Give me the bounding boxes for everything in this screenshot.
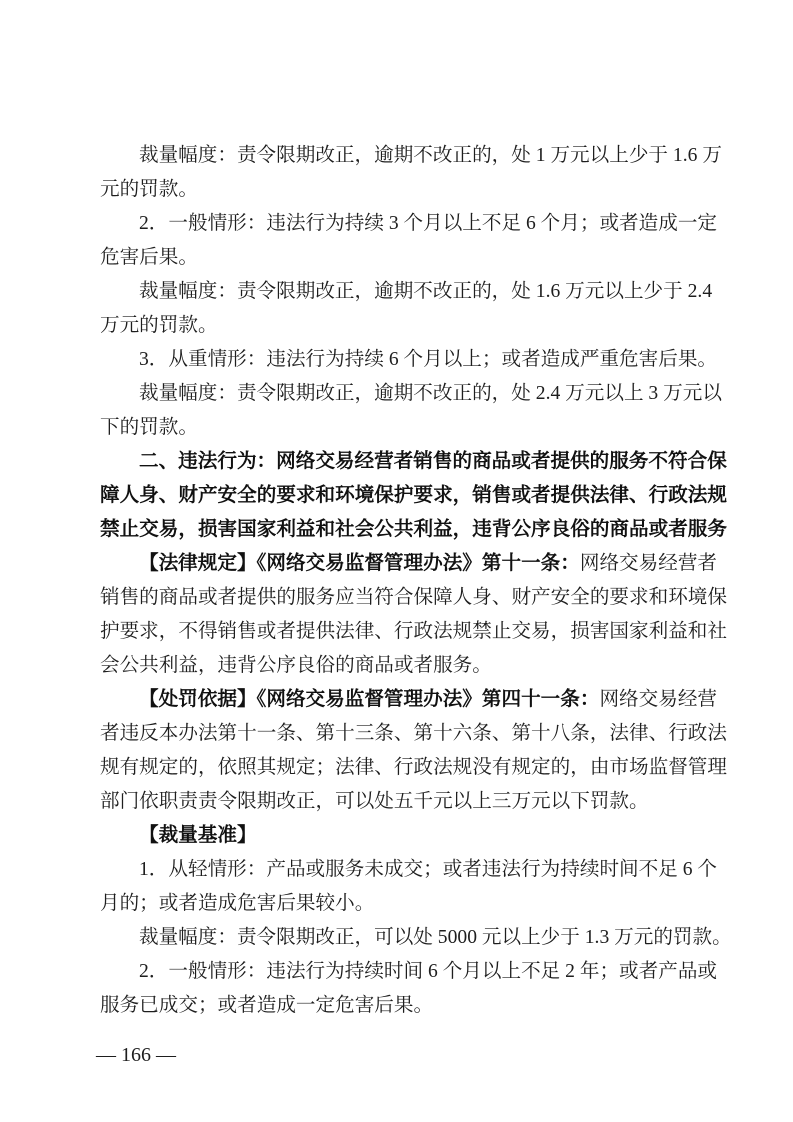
body-text: 网络交易经营者 bbox=[579, 553, 718, 574]
body-text: 3．从重情形：违法行为持续 6 个月以上；或者造成严重危害后果。 bbox=[139, 349, 718, 370]
text-line bbox=[100, 615, 727, 649]
text-line bbox=[100, 479, 727, 513]
bold-text: 二、违法行为：网络交易经营者销售的商品或者提供的服务不符合保 bbox=[139, 451, 727, 472]
text-line bbox=[100, 683, 718, 717]
paragraph bbox=[100, 275, 713, 343]
bold-text: 【法律规定】《网络交易监督管理办法》第十一条： bbox=[139, 553, 580, 574]
text-line bbox=[100, 819, 698, 853]
paragraph bbox=[100, 207, 718, 275]
body-text: 会公共利益，违背公序良俗的商品或者服务。 bbox=[100, 655, 492, 676]
body-text: 裁量幅度：责令限期改正，逾期不改正的，处 1.6 万元以上少于 2.4 bbox=[139, 281, 713, 302]
body-text: 裁量幅度：责令限期改正，可以处 5000 元以上少于 1.3 万元的罚款。 bbox=[139, 927, 732, 948]
body-text: 万元的罚款。 bbox=[100, 315, 218, 336]
paragraph bbox=[100, 921, 732, 955]
text-line bbox=[100, 173, 698, 207]
body-text: 1．从轻情形：产品或服务未成交；或者违法行为持续时间不足 6 个 bbox=[139, 859, 718, 880]
body-text: 服务已成交；或者造成一定危害后果。 bbox=[100, 995, 434, 1016]
text-line bbox=[100, 717, 727, 751]
paragraph bbox=[100, 377, 722, 445]
document-body bbox=[100, 139, 732, 1023]
body-text: 部门依职责责令限期改正，可以处五千元以上三万元以下罚款。 bbox=[100, 791, 649, 812]
text-line bbox=[100, 649, 698, 683]
body-text: 者违反本办法第十一条、第十三条、第十六条、第十八条，法律、行政法 bbox=[100, 723, 727, 744]
body-text: 危害后果。 bbox=[100, 247, 198, 268]
body-text: 月的；或者造成危害后果较小。 bbox=[100, 893, 375, 914]
bold-text: 禁止交易，损害国家利益和社会公共利益，违背公序良俗的商品或者服务 bbox=[100, 519, 727, 540]
paragraph bbox=[100, 955, 718, 1023]
text-line bbox=[100, 139, 722, 173]
paragraph bbox=[100, 547, 727, 683]
body-text: 2．一般情形：违法行为持续时间 6 个月以上不足 2 年；或者产品或 bbox=[139, 961, 718, 982]
text-line bbox=[100, 921, 732, 955]
text-line bbox=[100, 955, 718, 989]
paragraph bbox=[100, 343, 718, 377]
body-text: 网络交易经营 bbox=[599, 689, 718, 710]
bold-text: 障人身、财产安全的要求和环境保护要求，销售或者提供法律、行政法规 bbox=[100, 485, 727, 506]
text-line bbox=[100, 207, 718, 241]
body-text: 裁量幅度：责令限期改正，逾期不改正的，处 2.4 万元以上 3 万元以 bbox=[139, 383, 722, 404]
bold-text: 【处罚依据】《网络交易监督管理办法》第四十一条： bbox=[139, 689, 600, 710]
text-line bbox=[100, 989, 698, 1023]
paragraph bbox=[100, 853, 718, 921]
bold-text: 【裁量基准】 bbox=[139, 825, 257, 846]
paragraph bbox=[100, 445, 727, 547]
text-line bbox=[100, 547, 718, 581]
text-line bbox=[100, 785, 698, 819]
text-line bbox=[100, 309, 698, 343]
body-text: 2．一般情形：违法行为持续 3 个月以上不足 6 个月；或者造成一定 bbox=[139, 213, 718, 234]
body-text: 下的罚款。 bbox=[100, 417, 198, 438]
body-text: 销售的商品或者提供的服务应当符合保障人身、财产安全的要求和环境保 bbox=[100, 587, 727, 608]
text-line bbox=[100, 445, 727, 479]
paragraph bbox=[100, 139, 722, 207]
text-line bbox=[100, 751, 727, 785]
text-line bbox=[100, 343, 718, 377]
paragraph bbox=[100, 819, 698, 853]
text-line bbox=[100, 377, 722, 411]
text-line bbox=[100, 853, 718, 887]
paragraph bbox=[100, 683, 727, 819]
text-line bbox=[100, 513, 727, 547]
body-text: 护要求，不得销售或者提供法律、行政法规禁止交易，损害国家利益和社 bbox=[100, 621, 727, 642]
text-line bbox=[100, 581, 727, 615]
text-line bbox=[100, 275, 713, 309]
body-text: 裁量幅度：责令限期改正，逾期不改正的，处 1 万元以上少于 1.6 万 bbox=[139, 145, 722, 166]
body-text: 规有规定的，依照其规定；法律、行政法规没有规定的，由市场监督管理 bbox=[100, 757, 727, 778]
body-text: 元的罚款。 bbox=[100, 179, 198, 200]
text-line bbox=[100, 241, 698, 275]
page-number: — 166 — bbox=[96, 1044, 176, 1066]
text-line bbox=[100, 411, 698, 445]
text-line bbox=[100, 887, 698, 921]
